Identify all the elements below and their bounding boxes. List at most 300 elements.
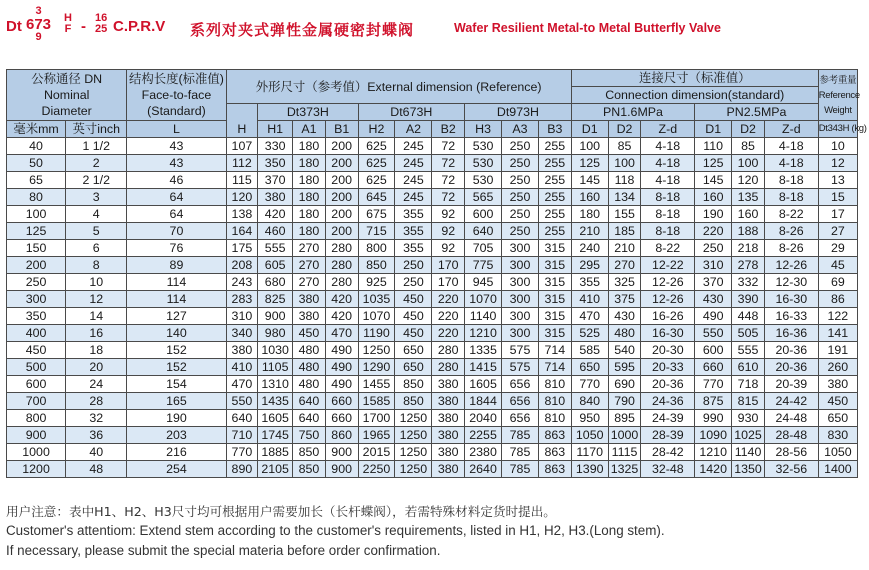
table-cell: 100 — [608, 155, 641, 172]
table-cell: 72 — [432, 155, 465, 172]
header-ftf-cn: 结构长度(标准值) — [128, 72, 224, 86]
table-cell: 5 — [66, 223, 127, 240]
table-cell: 4-18 — [641, 172, 695, 189]
header-zd-pn25: Z-d — [764, 121, 818, 138]
table-cell: 180 — [571, 206, 608, 223]
table-cell: 1400 — [818, 461, 857, 478]
table-cell: 76 — [127, 240, 226, 257]
table-cell: 65 — [7, 172, 66, 189]
table-cell: 89 — [127, 257, 226, 274]
table-cell: 270 — [293, 257, 326, 274]
table-cell: 2105 — [258, 461, 293, 478]
table-cell: 850 — [395, 376, 432, 393]
table-cell: 1140 — [465, 308, 502, 325]
table-cell: 450 — [395, 325, 432, 342]
table-cell: 810 — [538, 410, 571, 427]
table-cell: 125 — [695, 155, 732, 172]
table-cell: 1250 — [395, 444, 432, 461]
table-cell: 27 — [818, 223, 857, 240]
table-cell: 715 — [358, 223, 395, 240]
table-cell: 255 — [538, 138, 571, 155]
note-english-1: Customer's attentiom: Extend stem according to the customer's requirements, listed in H1, H2, H3.(Long stem). — [6, 523, 665, 538]
table-cell: 254 — [127, 461, 226, 478]
header-external-dimension: 外形尺寸（参考值）External dimension (Reference) — [226, 70, 571, 104]
header-inch: 英寸inch — [66, 121, 127, 138]
table-cell: 203 — [127, 427, 226, 444]
table-cell: 8-18 — [641, 189, 695, 206]
table-cell: 600 — [465, 206, 502, 223]
table-cell: 100 — [571, 138, 608, 155]
table-cell: 525 — [571, 325, 608, 342]
table-cell: 20-36 — [764, 342, 818, 359]
table-cell: 122 — [818, 308, 857, 325]
table-cell: 330 — [258, 138, 293, 155]
table-cell: 8-18 — [764, 189, 818, 206]
table-cell: 270 — [608, 257, 641, 274]
table-cell: 1965 — [358, 427, 395, 444]
table-row — [7, 240, 858, 257]
table-cell: 1050 — [571, 427, 608, 444]
header-pn16: PN1.6MPa — [571, 104, 694, 121]
table-row — [7, 223, 858, 240]
table-body — [7, 138, 858, 478]
table-cell: 245 — [395, 138, 432, 155]
table-cell: 72 — [432, 172, 465, 189]
table-cell: 280 — [325, 240, 358, 257]
table-cell: 295 — [571, 257, 608, 274]
table-cell: 470 — [226, 376, 258, 393]
table-cell: 945 — [465, 274, 502, 291]
table-cell: 640 — [465, 223, 502, 240]
table-cell: 775 — [465, 257, 502, 274]
table-cell: 145 — [571, 172, 608, 189]
table-cell: 92 — [432, 206, 465, 223]
table-cell: 155 — [608, 206, 641, 223]
header-d1: D1 — [571, 121, 608, 138]
table-row — [7, 291, 858, 308]
table-cell: 243 — [226, 274, 258, 291]
table-cell: 450 — [395, 308, 432, 325]
table-cell: 1335 — [465, 342, 502, 359]
table-cell: 1170 — [571, 444, 608, 461]
table-cell: 154 — [127, 376, 226, 393]
table-cell: 50 — [7, 155, 66, 172]
table-cell: 220 — [432, 308, 465, 325]
table-cell: 1885 — [258, 444, 293, 461]
table-cell: 255 — [538, 206, 571, 223]
table-cell: 200 — [325, 138, 358, 155]
table-cell: 120 — [226, 189, 258, 206]
table-cell: 210 — [571, 223, 608, 240]
header-pn25: PN2.5MPa — [695, 104, 819, 121]
table-cell: 325 — [608, 274, 641, 291]
table-row — [7, 257, 858, 274]
table-cell: 32-48 — [641, 461, 695, 478]
table-cell: 340 — [226, 325, 258, 342]
table-cell: 895 — [608, 410, 641, 427]
table-cell: 92 — [432, 240, 465, 257]
table-cell: 250 — [502, 206, 539, 223]
table-cell: 2 — [66, 155, 127, 172]
table-cell: 72 — [432, 138, 465, 155]
table-cell: 12-26 — [641, 291, 695, 308]
table-cell: 100 — [7, 206, 66, 223]
title-hf-top: H — [64, 12, 72, 24]
table-cell: 160 — [732, 206, 765, 223]
table-cell: 315 — [538, 308, 571, 325]
table-cell: 815 — [732, 393, 765, 410]
table-cell: 625 — [358, 172, 395, 189]
table-cell: 13 — [818, 172, 857, 189]
header-nominal-diameter — [7, 70, 127, 121]
table-cell: 1025 — [732, 427, 765, 444]
table-row — [7, 461, 858, 478]
table-row — [7, 427, 858, 444]
table-cell: 160 — [695, 189, 732, 206]
table-cell: 255 — [538, 155, 571, 172]
table-cell: 112 — [226, 155, 258, 172]
table-cell: 1415 — [465, 359, 502, 376]
table-cell: 705 — [465, 240, 502, 257]
table-cell: 310 — [226, 308, 258, 325]
header-weight-en: Reference — [818, 89, 860, 101]
table-cell: 250 — [502, 155, 539, 172]
table-cell: 2380 — [465, 444, 502, 461]
title-suffix: C.P.R.V — [113, 18, 166, 35]
table-row — [7, 444, 858, 461]
table-cell: 1745 — [258, 427, 293, 444]
table-cell: 1030 — [258, 342, 293, 359]
table-cell: 640 — [226, 410, 258, 427]
table-cell: 245 — [395, 172, 432, 189]
table-cell: 430 — [608, 308, 641, 325]
title-dash: - — [81, 18, 86, 35]
table-cell: 255 — [538, 172, 571, 189]
table-cell: 490 — [325, 376, 358, 393]
header-zd: Z-d — [641, 121, 695, 138]
table-cell: 680 — [258, 274, 293, 291]
header-dt373: Dt373H — [258, 104, 358, 121]
table-cell: 370 — [695, 274, 732, 291]
table-cell: 750 — [293, 427, 326, 444]
table-cell: 355 — [395, 206, 432, 223]
table-cell: 1844 — [465, 393, 502, 410]
table-cell: 200 — [325, 189, 358, 206]
table-cell: 410 — [571, 291, 608, 308]
table-cell: 490 — [325, 342, 358, 359]
header-b1: B1 — [325, 121, 358, 138]
table-cell: 2 1/2 — [66, 172, 127, 189]
table-cell: 16-36 — [764, 325, 818, 342]
table-cell: 1455 — [358, 376, 395, 393]
table-cell: 1210 — [465, 325, 502, 342]
table-cell: 555 — [258, 240, 293, 257]
table-cell: 990 — [695, 410, 732, 427]
table-cell: 900 — [258, 308, 293, 325]
table-cell: 1585 — [358, 393, 395, 410]
table-cell: 185 — [608, 223, 641, 240]
table-cell: 980 — [258, 325, 293, 342]
table-cell: 540 — [608, 342, 641, 359]
table-cell: 550 — [695, 325, 732, 342]
table-cell: 3 — [66, 189, 127, 206]
table-cell: 164 — [226, 223, 258, 240]
title-model-stack — [26, 6, 51, 43]
title-chinese: 系列对夹式弹性金属硬密封蝶阀 — [190, 21, 415, 39]
table-cell: 810 — [538, 376, 571, 393]
table-cell: 64 — [127, 189, 226, 206]
table-cell: 925 — [358, 274, 395, 291]
table-cell: 420 — [325, 308, 358, 325]
header-weight-en2: Weight — [824, 104, 852, 116]
table-cell: 24-39 — [641, 410, 695, 427]
table-cell: 20 — [66, 359, 127, 376]
table-cell: 1250 — [395, 461, 432, 478]
table-cell: 12 — [66, 291, 127, 308]
table-cell: 250 — [502, 172, 539, 189]
table-cell: 24-42 — [764, 393, 818, 410]
table-cell: 1700 — [358, 410, 395, 427]
header-diameter-en: Diameter — [41, 104, 92, 118]
table-cell: 1250 — [358, 342, 395, 359]
table-cell: 20-39 — [764, 376, 818, 393]
table-cell: 2040 — [465, 410, 502, 427]
title-pn-stack — [95, 13, 107, 35]
table-cell: 283 — [226, 291, 258, 308]
table-cell: 530 — [465, 155, 502, 172]
table-cell: 300 — [502, 308, 539, 325]
table-cell: 208 — [226, 257, 258, 274]
table-cell: 10 — [66, 274, 127, 291]
table-cell: 188 — [732, 223, 765, 240]
table-cell: 640 — [293, 393, 326, 410]
table-cell: 950 — [571, 410, 608, 427]
table-cell: 100 — [732, 155, 765, 172]
table-cell: 175 — [226, 240, 258, 257]
table-cell: 170 — [432, 257, 465, 274]
table-cell: 1070 — [358, 308, 395, 325]
table-cell: 12-26 — [764, 257, 818, 274]
title-pn-bottom: 25 — [95, 23, 108, 35]
table-cell: 375 — [608, 291, 641, 308]
table-cell: 830 — [818, 427, 857, 444]
table-cell: 420 — [325, 291, 358, 308]
dimension-table — [6, 69, 867, 478]
table-cell: 200 — [325, 206, 358, 223]
header-h1: H1 — [258, 121, 293, 138]
table-cell: 450 — [818, 393, 857, 410]
header-h3: H3 — [465, 121, 502, 138]
table-cell: 825 — [258, 291, 293, 308]
table-cell: 650 — [395, 342, 432, 359]
table-cell: 145 — [695, 172, 732, 189]
table-cell: 600 — [695, 342, 732, 359]
title-english: Wafer Resilient Metal-to Metal Butterfly Valve — [454, 21, 721, 35]
table-cell: 80 — [7, 189, 66, 206]
table-cell: 134 — [608, 189, 641, 206]
table-cell: 85 — [608, 138, 641, 155]
table-cell: 220 — [432, 325, 465, 342]
table-cell: 125 — [7, 223, 66, 240]
table-cell: 790 — [608, 393, 641, 410]
table-cell: 85 — [732, 138, 765, 155]
header-dt973: Dt973H — [465, 104, 572, 121]
table-cell: 675 — [358, 206, 395, 223]
table-cell: 656 — [502, 376, 539, 393]
title-pn-top: 16 — [95, 12, 108, 24]
table-cell: 890 — [226, 461, 258, 478]
table-cell: 190 — [695, 206, 732, 223]
header-nominal-en: Nominal — [43, 88, 90, 102]
table-cell: 16-30 — [641, 325, 695, 342]
table-cell: 1000 — [7, 444, 66, 461]
header-weight-unit: Dt343H (kg) — [818, 121, 857, 138]
table-cell: 72 — [432, 189, 465, 206]
table-row — [7, 393, 858, 410]
table-cell: 1350 — [732, 461, 765, 478]
table-cell: 16-33 — [764, 308, 818, 325]
table-cell: 250 — [502, 138, 539, 155]
table-row — [7, 172, 858, 189]
table-cell: 125 — [571, 155, 608, 172]
table-cell: 850 — [358, 257, 395, 274]
note-chinese: 用户注意：表中H1、H2、H3尺寸均可根据用户需要加长（长杆蝶阀），若需特殊材料定货时提出。 — [6, 504, 556, 519]
table-cell: 380 — [226, 342, 258, 359]
table-cell: 690 — [608, 376, 641, 393]
table-cell: 2640 — [465, 461, 502, 478]
table-cell: 4 — [66, 206, 127, 223]
table-cell: 900 — [325, 444, 358, 461]
table-cell: 180 — [293, 155, 326, 172]
table-cell: 4-18 — [641, 138, 695, 155]
table-cell: 605 — [258, 257, 293, 274]
table-cell: 450 — [7, 342, 66, 359]
table-row — [7, 155, 858, 172]
table-cell: 70 — [127, 223, 226, 240]
table-cell: 180 — [293, 206, 326, 223]
table-cell: 216 — [127, 444, 226, 461]
table-cell: 380 — [432, 427, 465, 444]
table-cell: 575 — [502, 359, 539, 376]
table-cell: 170 — [432, 274, 465, 291]
table-cell: 850 — [293, 461, 326, 478]
table-cell: 380 — [432, 444, 465, 461]
table-cell: 16-30 — [764, 291, 818, 308]
table-cell: 640 — [293, 410, 326, 427]
table-cell: 8-18 — [764, 172, 818, 189]
table-cell: 1310 — [258, 376, 293, 393]
table-cell: 770 — [571, 376, 608, 393]
header-mm: 毫米mm — [7, 121, 66, 138]
table-cell: 107 — [226, 138, 258, 155]
table-cell: 650 — [571, 359, 608, 376]
table-cell: 36 — [66, 427, 127, 444]
document-title — [6, 4, 866, 48]
table-cell: 118 — [608, 172, 641, 189]
table-cell: 240 — [571, 240, 608, 257]
table-cell: 1050 — [818, 444, 857, 461]
table-cell: 470 — [325, 325, 358, 342]
table-cell: 180 — [293, 172, 326, 189]
table-cell: 220 — [695, 223, 732, 240]
table-cell: 250 — [502, 223, 539, 240]
table-cell: 280 — [432, 342, 465, 359]
table-cell: 300 — [502, 257, 539, 274]
header-d2: D2 — [608, 121, 641, 138]
header-face-to-face — [127, 70, 226, 121]
table-cell: 480 — [608, 325, 641, 342]
table-cell: 2250 — [358, 461, 395, 478]
table-cell: 43 — [127, 138, 226, 155]
table-cell: 29 — [818, 240, 857, 257]
table-cell: 8-26 — [764, 240, 818, 257]
table-cell: 300 — [7, 291, 66, 308]
table-cell: 16 — [66, 325, 127, 342]
header-nominal-cn: 公称通径 DN — [31, 72, 103, 86]
title-model-mid: 673 — [26, 16, 52, 33]
table-cell: 505 — [732, 325, 765, 342]
table-cell: 625 — [358, 155, 395, 172]
header-h: H — [226, 104, 258, 138]
table-cell: 1435 — [258, 393, 293, 410]
table-cell: 20-36 — [764, 359, 818, 376]
table-row — [7, 376, 858, 393]
table-cell: 800 — [358, 240, 395, 257]
table-cell: 280 — [325, 257, 358, 274]
table-cell: 1000 — [608, 427, 641, 444]
table-cell: 530 — [465, 138, 502, 155]
table-row — [7, 325, 858, 342]
table-cell: 20-30 — [641, 342, 695, 359]
table-cell: 800 — [7, 410, 66, 427]
table-cell: 480 — [293, 359, 326, 376]
table-header-row-4 — [7, 121, 858, 138]
table-cell: 135 — [732, 189, 765, 206]
table-row — [7, 138, 858, 155]
table-cell: 1090 — [695, 427, 732, 444]
table-cell: 270 — [293, 240, 326, 257]
table-cell: 315 — [538, 274, 571, 291]
table-cell: 1290 — [358, 359, 395, 376]
table-cell: 480 — [293, 342, 326, 359]
table-cell: 1390 — [571, 461, 608, 478]
table-cell: 2255 — [465, 427, 502, 444]
title-model-top: 3 — [35, 5, 42, 17]
table-cell: 585 — [571, 342, 608, 359]
table-cell: 17 — [818, 206, 857, 223]
table-cell: 12-30 — [764, 274, 818, 291]
table-cell: 860 — [325, 427, 358, 444]
table-cell: 770 — [226, 444, 258, 461]
table-cell: 530 — [465, 172, 502, 189]
table-cell: 1190 — [358, 325, 395, 342]
table-cell: 115 — [226, 172, 258, 189]
table-cell: 28-39 — [641, 427, 695, 444]
table-cell: 355 — [395, 223, 432, 240]
table-cell: 315 — [538, 325, 571, 342]
table-cell: 4-18 — [764, 155, 818, 172]
header-a1: A1 — [293, 121, 326, 138]
header-a2: A2 — [395, 121, 432, 138]
header-dt673: Dt673H — [358, 104, 465, 121]
table-cell: 280 — [325, 274, 358, 291]
table-cell: 280 — [432, 359, 465, 376]
table-cell: 863 — [538, 427, 571, 444]
table-cell: 120 — [732, 172, 765, 189]
table-cell: 12-22 — [641, 257, 695, 274]
header-d2-pn25: D2 — [732, 121, 765, 138]
title-model-bottom: 9 — [35, 31, 42, 43]
